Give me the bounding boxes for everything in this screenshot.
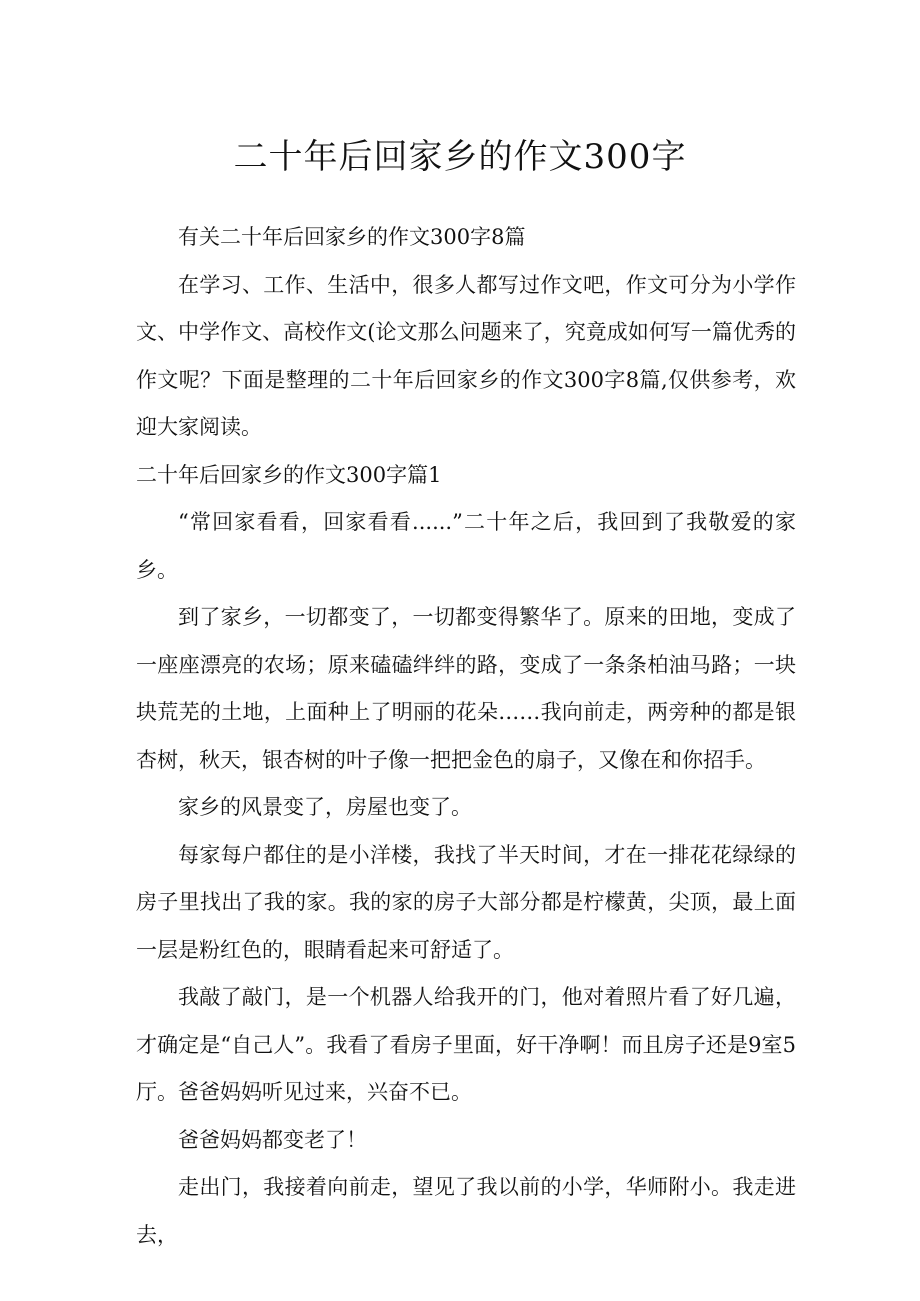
paragraph: 爸爸妈妈都变老了！ xyxy=(178,1127,367,1152)
document-body xyxy=(136,214,796,1259)
section-heading: 二十年后回家乡的作文300字篇1 xyxy=(136,462,442,487)
paragraph: 到了家乡，一切都变了，一切都变得繁华了。原来的田地，变成了一座座漂亮的农场；原来磕磕绊绊的路，变成了一条条柏油马路；一块块荒芜的土地，上面种上了明丽的花朵……我向前走，两旁种的都是银杏树，秋天，银杏树的叶子像一把把金色的扇子，又像在和你招手。 xyxy=(136,605,796,772)
paragraph-intro: 在学习、工作、生活中，很多人都写过作文吧，作文可分为小学作文、中学作文、高校作文(论文那么问题来了，究竟成如何写一篇优秀的作文呢？下面是整理的二十年后回家乡的作文300字8篇,仅供参考，欢迎大家阅读。 xyxy=(136,272,796,439)
paragraph: 每家每户都住的是小洋楼，我找了半天时间，才在一排花花绿绿的房子里找出了我的家。我的家的房子大部分都是柠檬黄，尖顶，最上面一层是粉红色的，眼睛看起来可舒适了。 xyxy=(136,842,796,962)
paragraph: 家乡的风景变了，房屋也变了。 xyxy=(178,795,472,819)
paragraph: 走出门，我接着向前走，望见了我以前的小学，华师附小。我走进去， xyxy=(136,1175,796,1247)
paragraph: 我敲了敲门，是一个机器人给我开的门，他对着照片看了好几遍，才确定是“自己人”。我看了看房子里面，好干净啊！而且房子还是9室5厅。爸爸妈妈听见过来，兴奋不已。 xyxy=(136,985,796,1104)
paragraph: “常回家看看，回家看看......”二十年之后，我回到了我敬爱的家乡。 xyxy=(136,510,796,582)
document-title: 二十年后回家乡的作文300字 xyxy=(233,137,687,177)
paragraph-subtitle: 有关二十年后回家乡的作文300字8篇 xyxy=(178,225,526,249)
